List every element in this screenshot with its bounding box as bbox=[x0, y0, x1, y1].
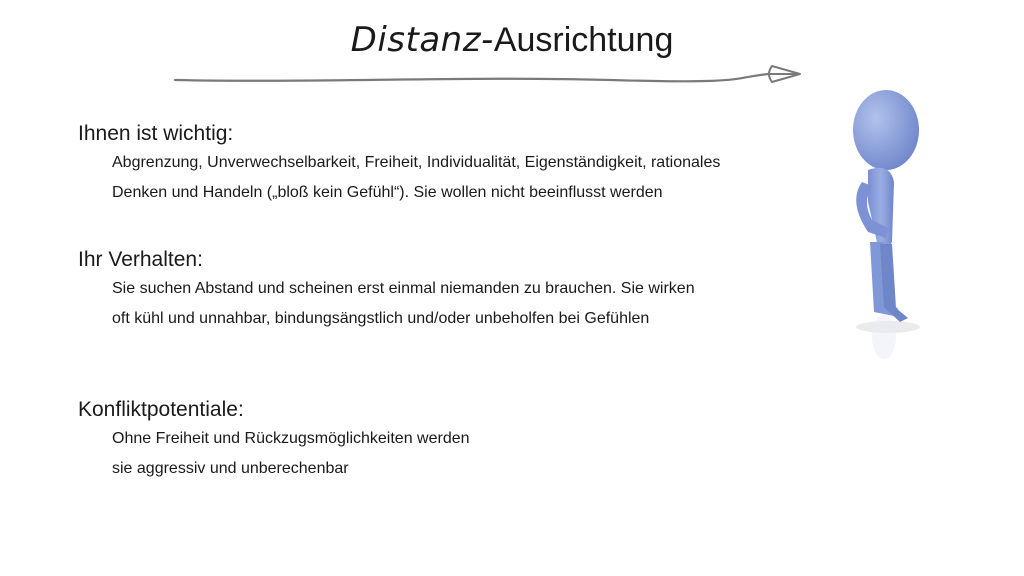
heading-verhalten: Ihr Verhalten: bbox=[78, 248, 203, 271]
heading-konfliktpotentiale: Konfliktpotentiale: bbox=[78, 398, 244, 421]
text-line: sie aggressiv und unberechenbar bbox=[112, 460, 349, 477]
text-line: oft kühl und unnahbar, bindungsängstlich und/oder unbeholfen bei Gefühlen bbox=[112, 310, 650, 327]
title-handwritten-part: Distanz- bbox=[350, 20, 494, 60]
stick-figure-illustration bbox=[838, 82, 938, 382]
hand-drawn-arrow-icon bbox=[170, 62, 810, 92]
text-line: Sie suchen Abstand und scheinen erst einmal niemanden zu brauchen. Sie wirken bbox=[112, 280, 695, 297]
text-line: Denken und Handeln („bloß kein Gefühl“). Sie wollen nicht beeinflusst werden bbox=[112, 184, 663, 201]
slide-title bbox=[0, 20, 1024, 60]
text-line: Ohne Freiheit und Rückzugsmöglichkeiten werden bbox=[112, 430, 470, 447]
text-line: Abgrenzung, Unverwechselbarkeit, Freiheit, Individualität, Eigenständigkeit, rationales bbox=[112, 154, 721, 171]
title-plain-part: Ausrichtung bbox=[493, 21, 674, 59]
heading-ihnen-wichtig: Ihnen ist wichtig: bbox=[78, 122, 234, 145]
